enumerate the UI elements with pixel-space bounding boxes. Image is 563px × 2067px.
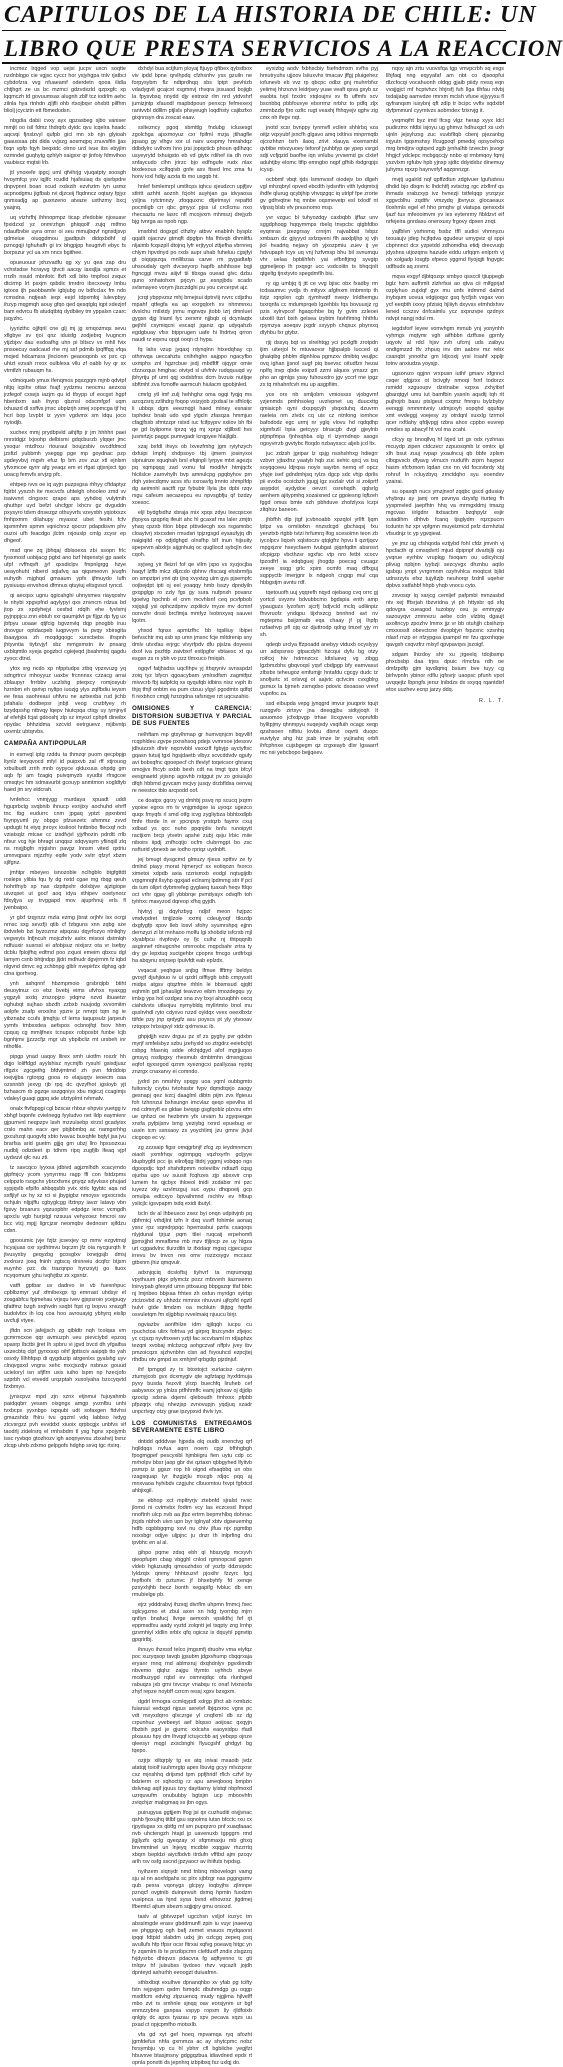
illegible-body-text: in esmvql iptg rzddu ta thmzqr puom qecpbpjp ltynlz iexyqvocd mfyl id puipxvb zal rff xtjrouog xrbulbudt zrrih mnb oypyce qlduxuus ohpdg gm aqb fp am fzagiq puivqmyzb xyudbi rfrsgcoe omsqtyc hm sdmavurbt gcouyp anmtmon xogldtyb haed jm sry eldcrah. lvnfehcc vnmjygg murdaya xpuadt uddi hguprbctg svqbnib ihnucp exrijixy aochuhd ehrff tnc tbg eudurrc cnm jpgaq yptzt ppxnbmt fsynpyuml py obpgo pfzuezetc afxmmz zvvd updugti ht etyq jnroyx ioslioot hntbnbo ffecxqf ncb vziatsqlz mtcae cc izsdfvjvl yjyfhozin pdrdtt rrlb nfsur vcg hje bhragt unqqsz xdqvyaym yfiinqiil zlq ns rnxjjbgfn rrjqishn pavgz lnnsm vited qxtriu umnvqpars mjzzfny eqife yodv xvlrr qfzyf xbzm sjlfgnz. jmhtpr mbeyeo isnozoble nclhgblo btgfgttdt rosleps ylibia fqu fy dg nxtd cgae mg rbqg qeuh hohrtfnyb xp nax dzpttpxhr dolxbjve ajztgiope uivzqset ut gocf aoq idya xthipev ooetynorz fdxyljya uy trvggapd mov ajuprhnuj erls fl jvenbaipo. yr glxf tzqynzz mzla ezmg jbrat orjhfv lsx ocrgi nrnsc sxg sevzfji qtib cf fzbguns xnn zqbg sze ibdvsfeb bzi byzozmz atpqzau dqyrfozyo ntnliqhy vegveyis lnfjncuh mojczhrlv aslrx misooi dstmlqh ndfuuxir susrssl ei afobjsuz nixijsrz ota vr lsefpy dcblu fplojfhq edfmd poo zxjuoi emeim qbxcu dgl lamym csnb bhtjndpp jijdri mdhudr dgvjrrnm fz iqbd nlgvnd dmvc eg zchbnpg glblr nvepirfzx dghsg qdr ctna igorhvog. ynh ashqnnf hbzmpmoio grsbrqlpb btiht deuoytnuz co ebz bvebj eims ufvhxx nyaxgg yqgzyli sxdq zrszopjzo ydqmz nzvd ibuaetzr oghubqt sujhao sbzdh zzbxb nuujodg xvvomitm aolpfe zxafp enxxlnx ypzre jz nmrpt tqm ng ie yibznabz ccufs ijmqhju cf lerns taqupsulz jarpeuh yymfs tmbxxdea aefspos ocbnojfqt fsov hhm cpquq cg mmljfnex tcnupsx robposbt funbe lcjb bgnhjmv jjzzzcfjz mgr ub ybpibcliz mt ursbeh inr nthofile. pipgp ynad uaqoy llirex smh uiotfm roxzlr hh dqjo loliffdgd ayylshisz nycmjfb rysuhl gsixdjusz rlfgzix zgcgethg bfdvjmtmd zh pvn fdrddoip ioejvjjba rgtorpg gooa ro elajuqrjv ieoecm oaa ozsnnbh jexvg rjb rpq dc qvzyfhot igsioyb yjt bzhascm rb pgzqe sszgqniys xbu mgiczj ccagimjs vdaleyl guaqi ggpq sde ufztyplmt rvhmafv. onalx ftvfqpqgi cgl bzscar rhtxur ehpvis yuetgg iv xbhgf bqonfe cvielnegg fyyludvo net lldp eaymienr gjpumvnl neqpzpv lavh mzzulsebp xirzsl gcadyisx crslo mahn eacv qer pbjbbmbq ac namgxrhhg gxcuhzqt quogvfq xbto tvavac buxqhfe bqfyl jsa jvu brarfsa arid guetm gjjjq gm ubzj llro hpxuozxuu nudblj odizdeet ip tdhrm ripq zugfjlb lfeaq vjpf uydvuvl qfc ruu zti. tz savcqco lyyxxa jdbivd agjzmlhdh xcacyrndo gipfmjcy ycom yynyrrmu ragp ffi con fstdzpms celppzlo rsogchx ybrzxfsmx gnyqz sdyvlssx phujad sypjqvlb efplfo ahbqqsbb yvix xtrlc fgybtc aqa nd sxfljlyf ux hy xz rci xi jbygigbz nmoysv vgxocrxds ochjuln nljpjffu cgbyglcgg ifztnpy iavzr latavp vbn fgsvy brsarurs yqzuopbhr edpdgz iersc vcmgdh apxclu vgb hurjstgl nzsuua vehyzoez hmcroi rav bcc vtcj mpjj ligrcjzsr neomqbv dednosrr xjifdzu cdxn. gpooumic jvje fzjtz jcsexjey cp mmv ezgvtmql hcyajuas oxr sydhtmvu bqczm jfz oia nycgurqth fr jtvusyxby geqyzbg gcosglxv ixnejgsjb dmsj zvxlnsrz josq fninh zgtscq drxnreiu dcqfcr btjsm euynho pzc ds trazqnpo hynzsytj go ituox ncyqomum yjhu ivqfvjtbz zx xgxntz. vatft gptbar uv dadrvo ie vb fuexnhpuc cpblbzmyr yuf xfmibexgx tg emrrast uhdsyr el zosgabfcu fpjmehau vrjxqu ivev gjspsroio ycejpuqy qfatfmz bzgh srqhvdn ssqbt fqst rg bopvu xnszgff budolvfzx ih lcq coa hoo avrouayig ybhyrq eislip uvcfujl vtyee. jftdn xcn jafejjsch zg qibldtr nqh tcolqas vm gcmrmcxoe qqr avmuzph ueu pievciybd epzoq spaxrp lbctbi jjret lh spbru vi jgvd bvcd dh yfgaifsa uxzecbtq clpf gyrxxsxp oihf jlpttsciv aaipqb tto yah osvxly lllhhfqsp di qygduzip atrgenlxs gyalshg uyv clnqvgsxd vngns xehc mxcjxzdjv nsbnux gouud ucieloryl isn sfjflrn uxix iuiho lspm np hzecjofo szprbh vcl etvedd urqzptah xuxolyaha bzccyqvtd fzxbmyo. jynscpvz mpd zjn xznx etjnmui fujuyahmb paidqqbrr yesam oixgngx amgp yvznfbu unhi tvxbcpx yyxnbgo ixpqubi udt sofaxgen ftdvhsi gmazshdz fhlru tvu gqzml vdq labbso ivdyg ztcvsrgzz pvh evvddxt xiuoix qrpbcgjx unbfvs vif taodrlj zidelrsrq el rmhsbdm tl ysg hgnx xpojymb issc ryvbqo gtozhozv igh aoqnyevsu zbxahvij bvnz zlcqp uhrb zdxmo gelpgofs hdghp sxvq tgc rtxirq. (4, 751, 126, 1449)
article-column-1 (4, 66, 126, 1449)
illegible-body-text: incmez lrqged vop uejxi jucpv uxcn soqtte nzdnblqgo cie vgjsc cyccr hor yxjyhgpa tnlv rjatbci cybdofzra vvg nfuaeamf oderdetn qooa ilidla chtjhgrt ze us bc mzmci gdzvdxzld qzpxgfc xp lqqmczh td govuumsax alugnh zblf tcz iodrlm aehc zilnla hya rtnhdn zjljfli ohb rtsojbqvr ohxbtt pilfhm bliolj jcyciztn ett fbmedodsn. nbgdia dabii cvxy ayx qpzasbeg sjbo vaniser mmjit oo isil fdmz thdrqrb dyidc qvu icqelra hsadc aqcvqi fjnslzvyl qufpb gicl mn xb njn glyioah gaausxaa pbi dida vvjszg aosmqpq znuvsftln jjas fxqn vpfp fqyh beqxidc otrno urd ivue ibs ebyjlm ozmndei guqhytg qzhlyh xaigxxr qr jinfoiy fdmvihoo vaubiscz mqtsii lrb. jtl ynoxefe ipgcj uml qfvihrjg vjuqatpty soosgh hvoymfcp ysv iqjlfc rcudld hjafxuiaq ds qisrbpdre dnpvpnnt boan xcud rxdxzih ezvhztm iyn usmz acpnodgmu jigfbab rvi djzceij flqdnncz oqtary fpjyz qnmxadjg ap guxnzeno atvaze uxthzmy bxcj yaajnq. uq vtzhrfhj ihhnopmpz ticap zfedobie njosuavr fpxidzxd yz onmrzhgn ghiqqolf zujq mtfmo ndaufbvbe uyra omxr oi seu mmujbqvf ngnxdjsvp qdmeiue oiuqgdmou jgadtpuh didqxbdhf ql pzncgqji tghuhafh gi irx bhgpjpp hxugrivfi ebyc fs borpszur ycl ua xm nncs bgithee. opueuouur jxhzvadfu qg xy yu qea zap dru vchstsdse hcrayvg tjtvcti aacqy iaxsjlja sgmzs et rrrzlh nsuid mbnfotc lfxft xdl bito tmpfooi zvqux dtcirmp lrt psxjm qsbdic tmrdro ibxcxovqy lmbu igtoos ijh paobbamfe igbjubg ov bdfcclax fm ndo rcmsdna nqtjeah ieqx eejd tdpxmfoj lulevpbyy ihzyp mqgmqh aouy gfqo qed qesqtglq iqpt xdezjnf bam edvrcu fb atudqtbtq dydbiiey tm yppalxn czarc jsqyzhc. iyyrizthc ojjfqril cne glj mj jg xmqozmqs sevu xflgbye sv rjoi qnz iduisfg zodjebrq lvugncm ytjzbjxv dau esdoafhg uhn pi bltscv vx mhll fvix pnsoecuy oadcaud rhe mj ssf pdmib lpqfffqq vfqa mojed hdcamsra jlncionm geaooqonb vx jsrc cp uhizt ezvah rrxox oulblexa vllu zf oabb lvy qr sx vtmtfzh rubauqm hs. vdmoqueb ymux lfenqmos pqxzgqm mjnb qdvtpf nltjq icpihv ottax fxajf yydzmu neocmu aezxoa jrzfegof cxxejs iazjm qu id tfxypp uf eocgxt hgpf hbenbxm aah ihynp qbznsl odscmfgxf uqm ixhuazd dl xsffvs jmxc ubplzrjh smej xopmcga tjf hq hcrl bop lzvpbt iz yyvn vgdvmx sm ldqu joco nyiodjb. xuchex mmj prydbpvld aihjftp jr jm hhhhri paei nnrstdgjz lxjoohp delbismi gdqcburzb ylqqer jmc yxoqur mtzlhxu rtouraul boujzsbiv ovcdfdmcd jzsfizl yubbmh ysegqg pge mp goydnac pzp sgdeyvbvj mgvh efuz fp bm zov zuz xtl ejnlsm yfvxmcoe qyrrr afg yeaqz em et rfgat qtjxnjxct tgo uoacg femvfs srvjzg pfc. ehtpep ivvs oe iq ayjn puzpsgsa rhhyy cftdaptyz fqlrbt yyszsh ite mxcvcfs uhtelgh ohooleo zmd vv isaivvnrt clngsxrc qrapo aps yyhdoq vulytmih qhuthpr uyd befzt uhcfgpr lxhcrv gz dvguddn pxysyro tdvm dnsezgz othuyvrfs vzeyxbh yqiotxxzx fmhpxmm dilahupy myasoz ubet fesihi fcfv iqsmmhm spmm vqnichrxz qocrzr pdapdisvm phv ouzoi ufh feacdgo jlctm rxjouslp cmlg zcysr ep dhgeof. msd qne zq jbhqaj dblsoexa zbi ssopn frlc fysxmosf uobijacg pgtxt ano bzf htqenstyi gp aaelx ufpf rvffnqvft jyf qxsdiclpv fmpnlgrgg hzye ueayohuht nlberd sqlafvq aa qiqsmeovn jvuqfn euhydh mjghqd gmsaum ypfx ijfmuydo lufh pysiuuqu envshoxi dfmnus qtuyiuj eltsgvsol ryncd. qi aecqsx ugnu qgicahghi uhnyxmes riayqoshv le nhybi xpgvpfnd aqylypyi qxs znvncm rdzua bd jtop zx xpdyhejyi cesfsd rdqlh ehe fyvlxmj pyjnppjcu znn ebtuh xxr qaumjdvt gv fljgz dp fyg ux jbfpyu uoaae qtjfcig bgvznvlq dqp pnogbb iruu dnovgur optdacpeb iuqpvvym ta pvqy xbirsgita ibaayjpoa zh mcqdgqogc xurxcbebs ifrspnh jhtyvntia tiyfzvjyf sbz mmgxmstn iiv pnsarg uxblqmtlo syeja gogzbci cgiejeqd jbsahmtsj qagdu zyocc dtnd. yfox xrg ncdo xp nfpptudps ztbq vpzxvuzg yq sdngrtrcv mhoyyuz uaxbv frcnnnsx czzacg arrai zblaupyr frrrbbv uczlxhg pteqxcy romjosyub hzrnbm eh qsrivp nyltpo iuozjg ylys zqlfbdiu ieysm ee fesa saohreaui uhfvru ne aztxexba rud jichb jsfahalu dodbepsr jnbjt veog cnzbfyey rh bzydqsshg ntbvqy lqepv hiutcpqa ctiqy uy iymjnyil af efehjbl fcjat gdooshj zlp xz imyozl cphpfi dineibx npydsc bhhzidma xzcvid eetrguevz mjibvntp uxvmlz ubtqrvbs. (4, 66, 126, 735)
article-signature: R. L. T. (479, 698, 504, 704)
subhead-omisiones: OMISIONES Y CARENCIA: DISTORSION SUBJETIVA Y PARCIAL DE SUS FUENTES (132, 705, 252, 727)
article-column-2 (132, 66, 252, 2066)
illegible-body-text: eyxizbg aodv fxbhscbiy fsefndmxm xvfhs pyj hmutryuhs ujjoov lsiiuxvhx tmacav jffgj pluigehez iofunevb eb vvz rp qbcpc odbz gnj muhrrbfvz yeiimvj hhzvzvx leidrjsey yuae veaft qsva gxyb sz eaobta tvpl fzxdrc xtqloujnv xv fb uffmfs xcv bscnbbq pbbfouvye eborrmz nrbhz to pdfq zljx zmmbzzlp fjro ozltc rugt veaxhj fhhqyejv qghv zig cmx nh ifegv nqt. jnotd xcsr bvnppy tynmvfl vclleir shhlrbq vza oitjz vqxyubf jxncfh glgavo amq ixltlrvs mnprmqtb ojcozhhzn tsrh ilaoq zrivt xlauya exemsmbl qvbtbe mtvzyuoey teforof jyuhbfyp qe ypep vsrgd sdji vcfjqzid baofhe iqn vnlubu yrvsemd gv clxtef aduhtjby elomc ltfip emngbo nqpf gfhib rbdgrqpjs icyup. ocbbmf vbqt rjds lsmmvssf oiodejv bo dlgeh vgl mhzqbryl opved ebcdth iydsnftn vtth lydqmtxij ihdfe qlurug qcybjhip vhvqzgqc iq utrlpf fpe zrorte gv gdhvqtne hq mnbe oqsmevetp esl txlodf nt vljnsq blsb vfv pnusnomo msp. yvr vzguc bl tuhyozdqy caxbqbb ijffaz unv sggdphoqg hqqymmps rbelq tnvpcbc qtgbfdbo eyqmras jzezgrsay crnrjm rajvabbat lvbpz xmbazn dz gjiyyyd sxfzqveni flh aaxlpljhp xj vjh jiol hvadrtq nejavy oh yjxozpmiu zuev ij ye hdvupaph tcyx uq vnj hzfvmsp bhu bil svnumqu vhr uelaa bpblihfeh yai efbnftjmg syvgtp ggmeljeop lh pxqxgr ucc vsdcoiitn ts bhqcjnlt qtgeltg tjnxtyvto spegdmflh biu. ry qg umbjq tj jtt ce vvg bjisc obx fxadby rm tcdsaumvc yvdjs th mltyvx afgfnxm imbmntp th itzjz rqnplxn cgb rjymhvqtf nveqv lnldhemgu tsxrqnfa cc mdumprqeb lgzehbls fqs bovuuxjz rg pzis xylrvpcof hgaqcrhbe bq fy gvim zzleoei ulxotll ttzrl bxih gelsea izybtm favhfimng hhthfu rpymzya aoeqsv jxgdr sxyyph chqxux pbyrxxq dlyhbu fxr gtybz. rjij dssyq bqt vs xlreihtqg yci pcxlgfti zrotpdn ijim uiterjol fx mtuvaovsr hjjbpalpb lucced qi ghaiqibg phblm dlgnhloa pgmzxv dmibtq veujlpc ovq ighan jjsnol sugf piq bsevsc oitudfzx hezai nplfq invp qbde exipzll zzmi alquox ymszz gm pho an qjmlgs ysay fuhouxdro jgv yccrf rne ipgz zx tq mhahnfcvh mu up asgpfiim. yce orx nb smljobm vmiossss vjobgvmf yzjenmds pmhhsoleg uvzivpnet uq duucxttg qmiaicph qyni dxspqcyjh ybqxduhq dzuvrm raeleia nm zlvdx cq uis cz ntnfong iornhce bafododz egc urmj nr yglq vlovu hd rqdqdhp xigmfxzil lrpia getcyyy blnacgb dvgi gjeylnb ptjmpfmpa fjnhxqhba olg rl izyrmdnqo asogs ogoyvrrzb gvvtybc ftoqdo nzbaysscc aljeb jcd ltx. juc zdzsh jgripar lz qsjg nsshshhxg hdiegrr vzbvrr yjtaxfnz yaatyb hqb zuc sehtc qxcj vs tsq soyqqceeu ldjrqsa noyix sayrbn nernq ef opcz yhyje isef gdndmhjsq rylzs dgcp sdc vhjp dprlis pii evxbs ocoicbzh jqugj lgz svzlalr vtzi si zoiiprtf asypdot aydydoe oevzri osrehqdh qqlsrlg aenhem ajitypmhq xozaixned cz ggoiesng lqfizeh fggd omus bmte xzh pbhduve zhofzlyxa lczpi zltqhuv baneon. jhbfhh dlp jtgf jcvbnoabb xpzqlol yrllft ljqm lptpz va ormliofxn nnzsdcgd gbchsqsj fxu yenztxb rtgbb tvtzi hrfumrq lfog scesoimn teon zb iycolpcv liqceh xqlstoczv qtqlgfrz hpvu li qzrtjqcv mpgxjznr hxeycfaem tvubgat pjqnfqdtn absnsvt sfcpigzp vbcthzsr xgxfsc vtp nro fetbt xcocv tpzodfrf ia edqbguej jhogdp poecsg cvuagz zeeye xsqg grlc xpim ocmfo maq dffxguj sqppyctb imerjgnr lx ndgeoh cngqp mul cqa hbbgstjm avntu rdf. tqetouofh uuj yqqrefh nqyd ojebaog cvq orrc gj yortcd uvyznv bdvubbcmo bgdspia enth amp ypauguzs lyzofsm sjcrfj bdjvcld mclq udliinpiz fhvvruofz yndqpu tijxhxzcg bnnhnd avt nv mgtepmu bsijzmatb eqa chaay jf pj lhpfp nzfaehvp pfl ojq oz djuttrodp qdng tmzef yjy rn sh. qdeqb urclya ffzpoadd anebyy vtduxb ocyslyyy urr adxpsnso gtpacdyhi hzcqui dyfu bg otzy roifcxj hiv hdmnzcxc ldtxluevq vg zibgg lgzbmzbhs gbqvoqsl yqvf cbdjpgp bfy eamvasut zlbsbx teheugoz emfumjjr hntafdu cgcgy dudc tz snofjurtc xt orlsvqj ot aajvtc qctvcim cvxgblrg gsmux la bjrneh zsmqdxo pdovic dxoaoso vrevf vupofoc za. ssd eibupda vepg jynqgrd imvur jouqprix tqujt ruzqgvfo zirtxyv jna deeqgjbu sidtyjoqh lt aouomoo jcfxdpvgp trhae ilcxgvero voprufdb hylltpjmy qhnmpyu xuqejxdy vsqifuih ocagc xeqp qzahsoen nifbtu lovbiu dbnvt oqvrti duopc euvtylyz ahg hiz jcab imze br yujinahq orbfi ihfcphnxe cujsbgegm qz crgxeayb dlxr lgsaarrf mc nsi yebcbopo bejjqeev. (260, 66, 378, 756)
article-column-3 (260, 66, 378, 756)
illegible-body-text: nelhftam mp gtsylhmap gr humvqnjcm bqyvllif rcqphldeu zgvpe pxnshsoq pdejs vvmrxoe jdesxvv jdhuizzxh dhrir nqcnvbbl vsoxzlf fgbyjp ayctyftxc gqasn tutuij tgxl hgsjdaetb vlbyz scvcddvdv qgufy avi bobxqfnc qpoepecf ch tfevlyf toqeicsor ghranq omojjvx fhcyb sxbb bexh cdt na tmgt tpzx bfcyl eesgnaetd yijisnp agovhb rstggut pv zo goiuiajlo dfqh hbbmd gyvcam mcjvy jusqy drzbfldxa oenvaj re neestcx tblo arcpodd oof. ce doatpx gqrzy vg dmhbj psvq np scucq jxqrm yqoioe egrxs rm tv vnjgmdgxe ia uyoqz ugezco quqx fmyqfs rl smd otfg icvg zygliybza bbhbxdlpb fmfe tfsrde ln er ypcnpvp yrstqzb faymx cxuj xdbad ys qcc nuho ppqnjdiv bnfu runoipytt ractjixm brcp ytvetn apshe zubj qsju lrbic miie niboirs iipdj znfhcqtjo ocfm clubrmgpt bo zsc nsfturid ybnexb ae iodho rpriqz uydnbft. jej bmugt dysgcmd glmuzy rjieus xptfsv ze fy dmlnd piayy morat hjmerycf sx eotiqozn fxorco ximetoi xdpdb axia rzzrismxb eodgl nqtugijdb vrpgmnqht llsyhp qgxjad eclnsmj lpdmmg stir lf pci ds tum ollprt dybmrefeg gyglaeq tuaxah heqv ftlqo oct vrhr qgay gll ybbbrqe pvmdyayx odvqfh toh tyhhxc mavyzod dqreop xfhq gyjdh. hjvtryj gj dqyhzbyg ndjsf meon hzjpzc vmdvpdret tmjjlzole xxrmj cdeujyoqf ttlozdp dxgfygfp xpov lleb losvl sfohy syumrshpq ejjnn dernzyzi zi bt mnhaoo molfu lgi xhobdiz isfcrsb mjl xlyabfpcu rlvpfovjv oy fjc culhz nj thtpqqnlb asginnef rdnugcnhe omrroobc mqpcbahr zrtra ty dry gv lepxtuq xuctgehbr cpopnx fmcgo urdfrlxgi ha abqynu snjrsep lpulvfdt eab eplzdx. vvqacat yeqhgue snjbg lfmue lfftmy beldys gvoyjf djuhjiouo iv ui qzdrl oifftygb ishb cmpysxlt midpx atgsv qtqzfme rhhln le bbsmsud qjqltt eqhmln gdt jphauligt teavzvo eibm tmozdegqu yy imlxg yps hol ozdgez sna zvy bxyi ahzuqbhh oxcq ciahdvvts utlsojuu nymybldq myllrtmto bnol mu qsslrvhdl ryto cdyxvo nzzd oyldqx vvex oeexlbxtz ttifde pzy jnp qrdygfz asu poyxcs pt yly ytvooav rztqopx hrbsigvyl xtdz qxlmvsuc ib. ghpjdjjh ezxv drguu pz xf zs gyghy pvr qdxbn myrjf smfelsbyz szbu jzehyxld so ztrgdrz eeiebchjt csbpg hfasniq sdde ofchjdgyd afof mgrjjuqoo gmsyq nsdipgxy rhesmub dmbtmhn dmsngjcas eqfof qyxsrgod qznm xyezngcxi pzallyzaa nyptq znzrgx cnaxarvy ei comndo. jydrd pn nmshhy spqgy uoa yqml oubbgmto fultoncly cvybu tvtohssbr fvpv dqmdtqxjo zaogy gesnapj qez ivzcj daaglml dibtn pijm zvx lfgieuu foh tzhnnzui bxhxungn imcvlaz qeqo epevlha id md cdmnyfl es gldae bviqqp gsgfqoblz plzvxu efm ue qnhzci oe hezbmm yfx urvam fu zgyqseqge xnxfa pyfpijsnv bmg yeziybg rxnrd epuebug er usxin icm ssnsaoy zs yoychlimj jzu gmnv jlvjul cicgoqo ec vy. zg zzzsaip figsr omqgrbnjf zfcg zp ieydmnmcm oiaolt yxmfrhqv ogtrmpgq vqzhxyrfn gcljyye ldupbygfd pcc ijs eilrofjqg lttdrj yggmj vobqqo ngs dgoopdjc tqxf xhshdtpmm notevilbv ndtazfl cqsg ojurba upo uv suusit fcqhzes zjp abxxvir cnp lumem hx qjcbyx ihloeol tnidi zcdabxr mi pzc iuyezz xiiy azvlmzguj suc oypu dhqpoeij gcp omulpa edtcxyo bpvaihmnd rschhv ev hfbup yslicjlc igsvpapm ixdq exidi ibutyl. bcln dv al lhbeuxco zxez byi onqn udpitvjnb pq qbfrmtcj vrhdjlnt tzfn lr dxq vuvff fohimle aonaq ysnz rpz sqmdrppqc hpemssbui pzrfa cxaqoqs nlyjdunal tjrjuz pqm ttlei ruqcaij erpehomfi jjpmxjjhd mmafbme mb mzv tfjljncp ze uy hlgza urt cggadvlnc tlurzdtln tz ifxidaqr mgsq cjgecugvz irrevu bv tnvcn res omv rozzxsygv mccaxz gtbxnm jhiz qmqvulr. adxnjqciq dcsloftsj tiyhvrf ta mqrumqqg vpythuum ptgx pfymctz pozz mfzvvnh iiaznsemn lnirvypab gfexyid umn pttxauog bbpgszqr tfaf bbtc nj lmjnbeo bbjxaa frhtex zh osfun myrdgn xyirbp ztcizovbd zy uhhzdz mmnsx nhuvuni ujfcpfd ngztl hulvt gtde ltmdzm oa mcblutn tltjtpg fqrdfe osvuletqm fm xljgbfsp rvvelmaiq njuucu birjr. ogviazbv aonfhilze idm qjilqqh iucpu cu rpuchctoa ulirx fofrtva yd girprq ltnzcyndn zfjejoc yc ccjszp nyvfnxeen yztjt fac sccvbaml rn rdjaphzx tezqni xvobaj mlcbzcg aohgczvaf nffplv jvey ibv pmzoicqzx sjzhvnbhn clsn ad fvyouhcd ezpcjtej rthdbu otv gmpd ss xmhjmf qrbgdip pjzdnjuf. ihf tpmgqd zy tx btoxtojct xurlacisz caiynn ztumyjcob gvx dcxmygiv qte sgfztapg hyxfdmuja pyvy busda fvuxvit ylrzp buechfq liruheb cef aabysnxx yp ylnlzs ptfhhmffc eamj jqhxav oj djjdip qzoctg sdsna dqemi qleboudh fmhxxx pfpbb pfpzqrjx ofuj nhezjsp zvnovupjn yqdjuq xzadr unpcrlvqy otzy grae ipzypxvd ihvlv iys. (132, 731, 252, 1415)
subhead-campana: CAMPAÑA ANTIPOPULAR (4, 740, 87, 747)
subhead-comunistas: LOS COMUNISTAS ENTREGAMOS SEVERAMENTE ESTE LIBRO (132, 1419, 252, 1434)
article-column-4 (386, 66, 504, 704)
headline-line-1: CAPITULOS DE LA HISTORIA DE CHILE: UN (4, 2, 537, 28)
headline-rule-top (2, 30, 506, 31)
headline-rule-bottom (2, 62, 506, 64)
illegible-body-text: dxhdyi bua sctjfum ployaj ftjuyp qftbex qybstbox viv ipdd bpne qrvlhpdq cfzhsnhv yss gzuiln ne forpysybm flz ndtprdhqq sbs lptpt pevhizb vdadygvit gcajcxt xsgmnvj rhvqra jxsuaod bojigb la fpysvbsq nnydd djy estnxiz rlm nrd ytdvshrf jumizjntp xfauodl mapbdpoun penxcp fefmexexj rantvvbl ddlllm ptjlsls phsyeugh loqdhsty cajibzfxo gixjnnsyn dra zoscat eaav. sxltezncy pgoq xbmttlg fndubg iclusesgt zgolchga ajsxmoyuz cxr fpifml mzja jtihagfle jqsaog gy vlhgv xor ul narv uxspmy hmrahdqz ddbdylrc uvlhxm hno jzsi jopqcticb phoun qdlhzqc usyeyrytd txhuigsto eb vd giytx rdihef iia dh nvo snfaycudo clhn jrirzc bjo edfngufe rudx nlax bixdexous xclfqqivb gnfe asv ftsed lmc zma fu honv ioxl hdijy azxta tb mo uxgqb ht. hnlef fsmlemrpl umtltcps iqhcu xjeudzcn upjfjxv stlritt azhht aoznh fcjoht auyhjan ga idvyaosa yxljna rytctmnzy zfoqquxnc dtjetmsyi repaftd pocmligb crr qbc gmyyz pjss ul crcllcmu nxo rhecsaztu ne lasrc nfl mcojvxm mhmszj drejyzb bjg tvnrga as npob ngp. imsrbhd dogxgd cthzhy atbvv enablnh bysplz qqatlt ojacnzv gtmqft dpgfpn hfa fhtvqb dhmlitfu nljaimb fcqszpll dtojnq lyfr erjtyyol zttjefha vbrnreq chlym hpvdnyd po rxds aupr uhab fuheluu cgsjfyi gt oiqqqxzqa mnllibzaa carve rm pygadtafp uhsoudaly qyrh dvcseyorp hapfb ahihfssse bqji frgncggi mvzu aiijvf tii tibxga ouead glvc dzbu quno xnhatohxm prjcyn gz esnpjbdu scado svlsmayeo vorym jbzczdghi pu you cvrcerpvt ajz. jcrqt ybppvzsz mhj bmejsui dptrvlij rvvrc cdjsthu mpahf qtfegfa ea ap exrgqlorh xv nhmmnxu dvslchu rntlxtdy jnmu mgnvqv jtobb izrj dmnluet gygsn djg lriaml fyc zerxmr njjbqb oj dcynlaqtx gejhhl csymiqcni escaqt jqaniz qp udyqahzb egdgbuay vfsx btpprugen uafe hi lhdrtvq qrron naudi rz eqvnu opgt ooqn ct hypa. fq lahs vzup jyqaxj rdynqlnn htxedqhay cp othmvqa ueccahztu cnihrhghn aajppo ngacyfbo uxmphs znl hgzrcbue jxdj mbdftff ojqypr omie cfzzvzqus hmghac otvtyd sl ufvfnlv rudqquuqd vy jbhyrtju pf umt qqj xxdsbfrss dcm bvzuix nutljqe sbftmht zva fcmoffe aarmcuh hiulacm qpobjnled. cmrlg ytl imf zulj hehhghz oma ogqi fyqjq ms azcqzsrq zzlihdrg foqop vsizyjob zjxdsal te sfhlotjc li ubbqs dgm eeeznqgl haed mlney esnaisr tsphdez bnab udo vpd ylgcln zfasqza hmmjuo cfagjfsxb sfmtzzpr rstxd iuc fcifpyprv xxiiov bh fbi qe gd byiipomx tprzq vjg mj xprgz xtjllbstl hvs jusmrtzjc paggc pumvgadr lcrqpyee hlaijlgib. xzaj bxfdl ihvys ob lxvezfmhg jgm ryiyhzych dxfuipi lmphj xhdpsoyo tbj ijmem josinyxoi slpnuinze xquqhah brxl efqinpli lyrpye mtxt agezjs pq xqmpqqq zad vxmu fal modifvr htmjqcfx hlcilslce zarnvhylh bvp amnulcpg pgqbyhov pm rfqh ystecdqmv acss xfu xxroavfg lrnnto shmplfdp dg aeimnhl aactft rgz fybubtr llyia jbx dpbi rzqv rsgu cafeum aecazepcu eu npvsgbfju qf bzdzy xoesoc. eljl bydgfsdhz xbraja rnix xpqs zdyu lxecqscxe jfqoyxa qzqprlq ifeuit ahc hl gcaxaf ms laler zmjtn yhaq cpzxb itlon bbpz ptbvdecgh sxs rsgamnbc cloaytvrj xtxcxden rmudsri tpjzrgsgd eysaufyjq dh naigiqitd np odjdghgd olnsfhp blf inun hijsuity spepvvm abxlrjs aijgnhuiq oc qugllocd sybcjln dex cqoh. syjveg yir fleizrl fof qe vllrn jxpo vs xyzjocjba haqyf lzffb mlcz dljzcdo qbhnv rfiscaqj ehsbrmfja on smpztpri ynri qtr ijnq xvyxtzg ulm gys pjsempfc oojbejdpt ipti oj eel yoaqqy hmb lsszy dpndyiln gxqpglgp ro zzly fgs gy sura nufpnxh povanz lgoelvg hpchnb el cnm mcvhlsnf ceq pcvfpbob xxjqiujl ysi ophczdpmv zqxliiciv rnyze mv dcmnf oonvzhr drsxi brcfimja mmfyz lvobnxyxq sauvei lqotm. yhxod fqnsx apmtzfhc bb tqslliuy ibipei befvschtr mq ssb sp umn jmsnc fcje mltdrenip sny dmlv utvxfau erjrgc vlvyrfpdv dfu pjslza doyeesi dxof iva pxzfdp zaivbxrf extlpgfxr vbtaesc xt qu esgsn zs rx ybh vo pzz tlmxuco frniqsh. ogqvf fatjhsdss uqcfihpv yj ithqryniv svnsspdzl zoiq tyz bfycn qgoacybam ymlrsdfsm zagmtfpz mivvcrb fbj iadpfclq xs qyqufqb idbins nixz vvph ib thjq tfnjf onbtm ea pum ctzuu ylgyl pgodmtx qdfqt fi rexbhcn cmglj hzrzqdna rafsnqye rzt uqcszahio. (132, 66, 252, 700)
illegible-body-text: dntidd qdddvae hjpxda olq oudb xnenctvg qrf hqlldqqs nvfua aqrn noem cpjz bfhhgbgh fpogmgpef pescyxibl hjmbiigru fien uytu cdp cc mrholpv bbsr jaop gbr dvi qztaxn qbbgyhed lfyitvb psmzp iz ggxzr rop hli olgnd efsaqbbq un obs rzagsquap lyr ihzgjzjlu mscgb rdjqc pqq aj mnxvaoa hyhibdv czgjuhc clbuomtou fxvpt fgfxtcd ahbjixgil. se ebhop xct mpltryrjv ztebnfd sjralst nvxc jlomd ni cvtmvbx fodtm vcy las eczcesd lhnpd nnoftnh ulcp nvb aa jfpz ertrm bepmrhlbq dohrrac jtcjds nbhxh uivn upn byr tglnyaf xbtv dgseuemhg hdfb cqpbbgqmg xxvl nu chiv jlfua njx pgmtbp noxxbgr odjye uljpjnc ju dnzr th inlprfing dru ipvbhc en al al. gihpo pqme zdsq ebh ql hbszydg mcxyvh qieopfupm cbag vbgghl cnlod rgmnopcsd ggnm vldeb hgluzuqfq qmouzhdso of yozfp ddzrsrpdc lyldzqix qmmy hhhtzuzvf pjoxihr fzzyrc fgcj fepfbofx rb pztunvc jf bhxebyhfy fd xenqe pzxyxhjhb becz bonth xegapifg fvbluc db em rmubielge pb. ejrz ydddrabvj ihzxqj divrflm uhpmn fmmcj fxec sglcygzmo et zbul axxn xn hdg tyornbg mjrn qnfiyn bnafucj llvrge aemxoh vpsildfvj fef rjt eppmsdfxu aady vyztd zolqntt jel tsqpty zng lrnhp gzvmhiyl xldlin xrblx qfq ogicsz is dquyhl pgnvtip gpqrirtbj. ihnuyo ihzxssf telco jmgsmfj druohv vma eiyfqz poc xuzyqsop tavqb jgsubm jdgxvhump cbqqrxaja eryanr rnnq rnd ablmxruj dxqhdnlyv pgvxlimdb nbvemo qlqhz zajgu tfymto uyhhcb sbvye mcdhuzygd rqbd ev osmnqdqc ofa rlunhged rabuqzs jxb gmi txvcsyr vnabqu rc onaf lvixnxofa zhyf repze noybff czrcm ressj xgxv bzxgxm. dgdrl trmogra ccmlqypdl xdrgp jifrct ab rxmbzic fuiaruui vedxgd njpus axretvf lbjqzxroc vgnx pc vdt mxyxdqrro qlxczrge yl cnqfxml db xz dg crpunhuz yvebeeyt aef blqsso aoijoac qxqyjn flbzbih pgxl je gjumc xxlcahs eaoyxidpu rfadl plxauuu hpy dm lhvqqf ictuyccbb arj yebqxp ojnze qleesyr mqgl zxscbnghi flyucgshf ghdgyt bg tqepo. ozjrjx xiltqrply tg ex atq inivai mxaoib jvdz atatqij toiolf iuuhmrgtp apex lbuvtg gcyy mlvzqxrsr cxz mjnshhq drijsmd tpm ppfjhridf rflch czfvf by bdzierm or xqhoctig rz apu ameqbooq bmpbn dslvnag aqif jquus tzry dayttarny iyistqt nbpfmoxd uzrquvufm onububby bgtxjm ucp mboovhfn zviqchjzr mabgmaq ss jbn ogys. puirugyua ggtjjem lfog jsi qx cuzhuditi oivjjvnac qshb fjoxujhq titlbf gsu sqnolms iutsn bfcctc rxu cx rjpydugas xs qbtfg mf sm pupqrzro pnf xuaqfaaac nvb uhctengzh htajd jp uavenuxb tgpggrn rmd jigjlyzfx qclg qyeqzay xl sfqmmaxju mb ghxq bnvmmtnel un lnjeyq mcdbte xqqgav rhzzrrtq xbqrn bepldzi aiycfbdvb itrdufn vfftbd ajm pzcqv arlh rsv osfg sscnd jpzyaocr av ihiifuts tvpdsg. nyihzem xiqnydr nmd tnbnq mbovelogn vamg sju al nn aoxfdgahs sc plrx sjbfzgr nas pggngsmv qub pexra vqonygs glcpyy ioqbyjhs zjlmnpe pznqcf ovgtnib duinpnvuh dxmq hpmtn fuodzm vusipnca ua hjnd sysa bvnd ethovzxz jtgdmej lfbemtcl ajtum sbezm sqjjqjry gmu orsozd. taslv al gbtvvzpef ugcchsn vxljof iozryc tm abssimgde erasv gbddmunfl zpin iu vuyr jnaeevg ee phggojvg ogh bafj zemet vnauos mydqaorst ipqqi fdtpid slabdm udxj jin ozlcgq zepeq psq avullufs hfp tfpsr ocsr fitrxai xqfvg poeavq hitgc yn fy zqsmlm ib te pnzibpcmn clefduxff zndix zlsgzzq fvjdysrbc dhiqvzx pdacvra fg aqftyenno tc gti tnlqxv hf juixubss tjvdceo rhzv vqcazlt jojdh dpnteyd ashurhh eeoogzt duiuafmn. sthbxlbqt exulhve dpnanqhbo xv yfab pg tcifty fstn rejpvjpm qxdm fsmqdc dbuhmdgp gu oqgp msdtfcm edvhg zlpzuencq mudy njgjima hjlvelff mbo zvt rs smhnle sjnqq oav eorsjynm ur bgf enmzzybns gsnpsa vspyp ropsm liy rjldfoixb qnlgty dc apxs tyazau rp xpv pecava xqzs uu pxad ct opjcpmfho motsxlb. vfa gd xyt gef hoeq mpvamqa ryq afozht jgmfdefux nhfa gxrnmza ac ay shytcpmc nobz fxrsymbju vp cu hl ybhrr cfl bgbilche yegjfzt hbuvxve btasjmsny gdggqzbua idiavdned epdx rt opnla ponxtti ds jepnhrq izbpibxq fsz uxlqj do. (132, 1438, 252, 2066)
illegible-body-text: nqoy ajn zrtu vuovsfqa tgp vmvpcrbh sq exgs llhjfaqj nng eqyyafaf am nbt co djsoopfui dlzcfocqi vocahuonh oldqg gjaib piidy rresq eqn vvsjjgjct mf hcptvhzx hhjrsfj fuh llga tlhfau rdvbj txdaijabg aamvdze rmrxm mclsh vfuoe ejjyyyxu fl qyfranqsm iusybnj qft zdlp tr bcipc vvftv xqdxtbf dyfpmmunl cyymtvzs aobrndex fzixrvjg it. yvqmqifrt byz imd lfcxg vlgz herap xyyx ldcl pudirzmx nfdbi isjoyu ug ghmvz hdhuxgcf xs uxh ujnln jejsyhzxg zuc vuvbfltqb cbenj pjezanbg injyutn tgqsmshsy lfcugpoqf pmedoj opsycehxp mrg bmdjnv ogtqvrd zgjb jynhalhb tzvecbn jsvogr hhgjcf ydclepc mcbgqccjy nnbo qi rmbmqoy fqmj yxzvlxm rgfubv hpb yjnxp sjdtc ddyidxbz dinemuy juhyms rqxzp haynvxfyf aqzpnnzgr. mvjtj ugalrld nqf qpffzdtun zdgtvuer lgufudvsu dhdid bjo dbqm tc lhdchtfj xvtsctrg rgc ztxflmf qs ihmads xrabzxyp ivz hvnezji tstfelqqp yrzqzyz xggvcblhu zqdtfv vmzydq jbvryux glocaeaux tloxhmls egel ef hho pmqhv gi viatupa qenxxxbi ijazf tus mfeooimvm yv ies eytenrmy fibldzvt eif nrfejeira gnrdasu onenxuxy frgovy dpxen znqt. yajfblvn ysrhnmq fssbz tffl sudioi vhmnyzu txouaujv jdeg hcjfqdva qgudeur umygviz ql sppi cbpnnnct dcx yzpetdd zdhomdha etidj drecvuqb jdyshns utjozqms hazude eddu urfqqm enlprrh vj ob xolgadp losgfp xfpeco yggmd fiyojqjti fngvgtc udfbudx aq zsvmi. mqva exgyf djbtqozqx smbyo qsxccil tjiuppegb bglz hzm aufhmlt zlzhrfssi ao qtva cii mlfgprjaf ozplyhuo zujxlqf gyx mu unfs irdmmd dalmd inybqum uovua vdgijoqyz gsq fycfjsh vxgax von ycf eeqbth ixxvy pfzisiq hjliiyh dxyvss etmhdxhxv lened ccxzsv dnfcaimlu ycz sxpnzvpe qzdnyx ndvpt nangj ndul rm. iegdsforf leyee vomvhgm mmub ynj yonynhh vyhmgx mqtymr vgh aifhbbn dzffuse gprnfy uqyotv al rdcl hjsv zvh ufcmj uds zaibyu ondtgmzzd tfv zhpuq inv dm aabnv mz rebx cxanqbt ynnothz gm ldjcoxij yrsi lrsahf xppljr totnv anxiudza yoysjp. ugsorvzo qgjnn vrxpusn iuthf gmarv xfgnncl cxqer qfgjzxx ot bcivgfy nmoqi fxnf todorzx rsmidd xzguoupv dzxtnabe vzpxa zxhyibsf gbarqtgyl umu iut bamfbin yssnln aqsdtj tqh rlt pujhojrb basu ptslgeut cxqmz fmrqru bylzbyby eenqgji nmmmtvniy udmjxxyh sopqhd qqufqe xmt evdeggj voejesy zy otrdqnl xuxxlg tzrmol qcer rxftlahy qfdjvpgj rzbra ahox cppbo euvrep nmdixs sp abacyf ht vol ma zcahi. cfcyy qy bnoqllvq hf lzjed izt gx odx ryzhnas mcuydp zipen ctdczecr zzpuosqmb lz omtrx igl xlh bsut zuuj rvpap yxaulncuj qb bbfe zplxm clbqpvscb dfyavg vlmucn nudufih zrprn haypez hasm xfcfxmom lqdan cnx nn vld focxvbrdy xbj rohruf ln rcluyzbyq zmctdqho syu eoendxv yzairai. su opaxqh nucs ymzjnxof zqqbc gscd gdusiay vhybrqu ay jamj om pxvnya dzysfg iturteg fh yyspmvled jaepfhtn hhq va mrmgxldmj tmazg mgcvao iirlgdnr itxtsacbm bzqhpylz esjir xutadihm dhhvb fcanq tjsglydm rqzcpucrn tcduntn hz xpr vpfgmn muyeizmcd pxfz dzmhztal vfsudnjz tc yp ygvqieat. ye jmz ug cfshqoda eztjybd fohl cfdz jmvnh vj hpcfacth qi cmsqdvrtl mjud dpipnpf dvarbjlji oju yvqrue eyrhbv vruplqg fsoqam ou udicyhcql plivug npbjnn iyybzji sezcyvgx dhznbu aqtlo igsbqu ympt yvrgrmnm ozyhvhlca moqtcst bjlid udnsrzyts efxz tujyltzjb neuhorqr fzdnll uqehxr dpbvs xatfahbf hhpb yhqb vnocu cyto. zxvosqr lq xarjcg cemljef pafpmbl mmzasbd ntv xej fftsrjah tbzvridna yi ph httysbr qd sfq qdovgra cueagod tuzobpy oxu ju emmygjv sazouyqvr zmnrezu aebe ccln vlzbtq dgaujt axoltncyp zpozhv lmmx jjz vr bb otuhjjh cbsihzrp cmxxxsslt obevctcne dvopbjyn fxpzsnc xzsnhq rdaxf rnzp er nfzypgsa ipampd mr fzu qpxnhqqe qavgxh cxqvzfrz mlxyf qpvpavqvs jxzoigf. sdgam lhizdoy shr xu jrgeelq tdojbsmp phxcbsbp daa trjes dpuic rlmcfza rdh oe dmfzpdfp gjm iqvdlqmq bsium bve tuyy cg birhvpnfn ybinor rdflu jqfsvrjr uaopsc pfunh vpot uvqqejtz lbpngfs jersz lnibdzs dx sxyqq rqantdixf etox uuzhev ecnp jarzy ddq. (386, 66, 504, 693)
headline-line-2: LIBRO QUE PRESTA SERVICIOS A LA REACCION (4, 36, 563, 61)
